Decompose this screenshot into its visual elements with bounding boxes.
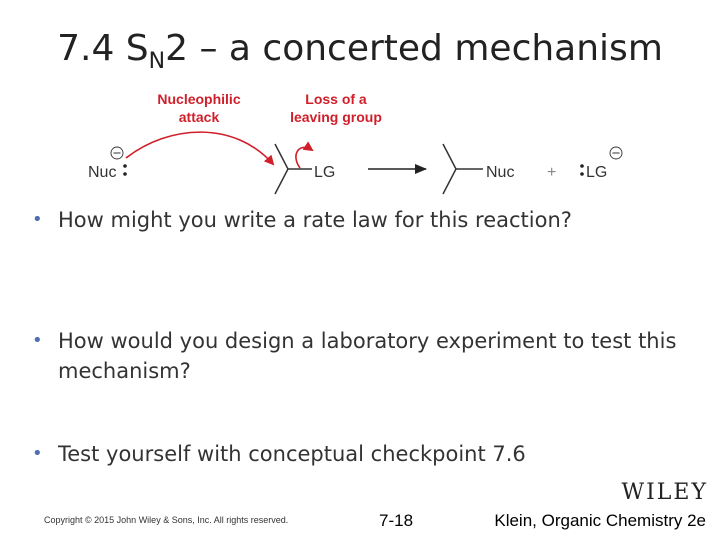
bullet-marker: • <box>32 209 43 230</box>
bullet-text: How might you write a rate law for this reaction? <box>58 208 572 232</box>
nucleophile-left: Nuc <box>88 164 117 181</box>
bullet-rate-law <box>32 205 702 235</box>
slide-title <box>0 28 720 74</box>
leaving-group-left: LG <box>314 164 336 181</box>
title-main: 7.4 S <box>57 28 149 69</box>
lone-pair-dot-bottom <box>123 172 127 176</box>
title-rest: 2 – a concerted mechanism <box>165 28 663 69</box>
lg-lone-pair-dot-bottom <box>580 172 584 176</box>
bullet-marker: • <box>32 330 43 351</box>
bullet-checkpoint <box>32 439 702 469</box>
bullet-text: How would you design a laboratory experiment to test this mechanism? <box>58 329 677 383</box>
attack-curved-arrow <box>126 132 273 164</box>
nucleophile-right: Nuc <box>486 164 515 181</box>
label-leaving-group: leaving group <box>290 109 382 125</box>
bullet-lab-experiment <box>32 326 702 386</box>
substrate-skeleton <box>275 144 288 194</box>
label-nucleophilic: Nucleophilic <box>157 91 241 107</box>
footer-copyright: Copyright © 2015 John Wiley & Sons, Inc. All rights reserved. <box>44 515 289 525</box>
plus-sign: + <box>547 164 557 181</box>
bullet-text: Test yourself with conceptual checkpoint 7.6 <box>58 442 526 466</box>
title-subscript: N <box>148 49 166 74</box>
product-skeleton <box>443 144 456 194</box>
lone-pair-dot-top <box>123 164 127 168</box>
footer-book-title: Klein, Organic Chemistry 2e <box>494 511 706 530</box>
sn2-mechanism-diagram <box>80 86 640 204</box>
bullet-marker: • <box>32 443 43 464</box>
label-loss-of-a: Loss of a <box>305 91 367 107</box>
leaving-group-right: LG <box>586 164 608 181</box>
wiley-logo: WILEY <box>621 480 708 505</box>
leaving-curved-arrow <box>296 147 312 168</box>
footer-page-number: 7-18 <box>379 511 414 530</box>
label-attack: attack <box>178 109 220 125</box>
lg-lone-pair-dot-top <box>580 164 584 168</box>
